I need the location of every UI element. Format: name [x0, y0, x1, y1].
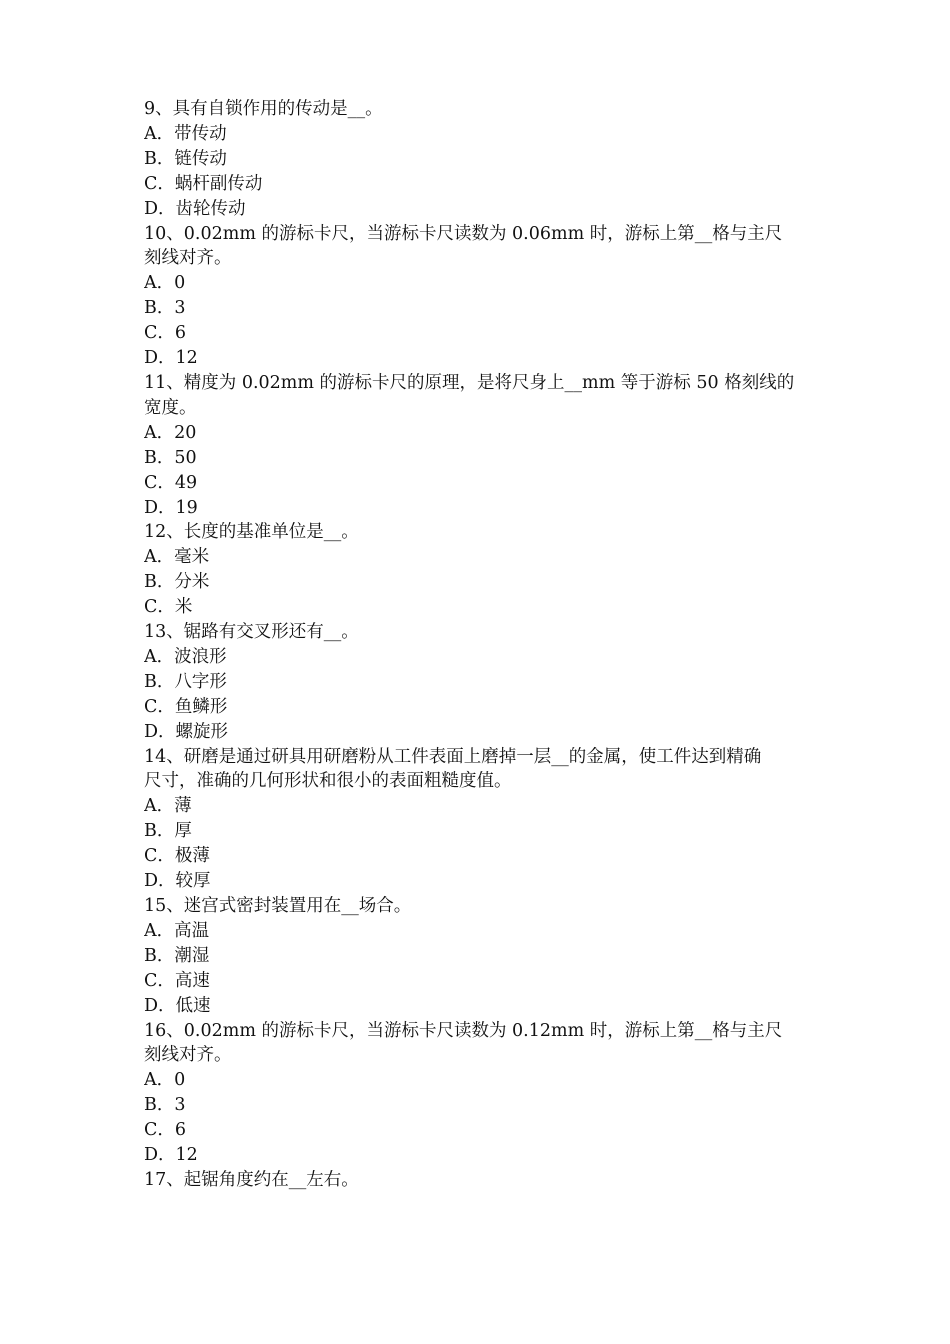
- option-b: B．厚: [144, 821, 192, 842]
- question-13: [144, 620, 810, 745]
- option-c: C．高速: [144, 970, 210, 991]
- option-b: B．50: [144, 447, 197, 468]
- option-b: B．潮湿: [144, 945, 210, 966]
- question-stem-continued: 尺寸，准确的几何形状和很小的表面粗糙度值。: [144, 771, 512, 792]
- option-d: D．12: [144, 1145, 198, 1166]
- option-c: C．鱼鳞形: [144, 696, 228, 717]
- option-b: B．3: [144, 1095, 186, 1116]
- option-a: A．带传动: [144, 123, 227, 144]
- option-d: D．齿轮传动: [144, 198, 246, 219]
- option-c: C．蜗杆副传动: [144, 173, 263, 194]
- question-stem-continued: 刻线对齐。: [144, 248, 232, 269]
- question-stem: 12、长度的基准单位是__。: [144, 522, 359, 543]
- option-c: C．米: [144, 597, 193, 618]
- question-stem-continued: 刻线对齐。: [144, 1045, 232, 1066]
- question-stem: 17、起锯角度约在__左右。: [144, 1169, 359, 1190]
- option-b: B．链传动: [144, 148, 227, 169]
- option-a: A．0: [144, 273, 186, 294]
- question-15: [144, 894, 810, 1019]
- option-a: A．毫米: [144, 547, 210, 568]
- question-14: [144, 745, 810, 894]
- option-a: A．薄: [144, 796, 192, 817]
- question-16: [144, 1019, 810, 1168]
- question-stem: 13、锯路有交叉形还有__。: [144, 622, 359, 643]
- question-stem: 9、具有自锁作用的传动是__。: [144, 99, 383, 119]
- question-stem: 16、0.02mm 的游标卡尺，当游标卡尺读数为 0.12mm 时，游标上第__格与主尺: [144, 1020, 783, 1041]
- option-a: A．0: [144, 1070, 186, 1091]
- option-a: A．20: [144, 422, 197, 443]
- option-a: A．波浪形: [144, 646, 227, 667]
- option-c: C．6: [144, 323, 187, 344]
- option-a: A．高温: [144, 920, 210, 941]
- option-c: C．6: [144, 1120, 187, 1141]
- question-10: [144, 222, 810, 371]
- option-d: D．较厚: [144, 871, 211, 892]
- question-stem: 10、0.02mm 的游标卡尺，当游标卡尺读数为 0.06mm 时，游标上第__格与主尺: [144, 223, 783, 244]
- option-d: D．19: [144, 497, 198, 518]
- question-9: [144, 97, 810, 222]
- document-body: [144, 97, 810, 1193]
- option-b: B．分米: [144, 572, 210, 593]
- question-stem: 15、迷宫式密封装置用在__场合。: [144, 896, 412, 916]
- option-b: B．八字形: [144, 671, 227, 692]
- option-d: D．螺旋形: [144, 721, 229, 742]
- option-b: B．3: [144, 298, 186, 319]
- question-stem-continued: 宽度。: [144, 397, 197, 418]
- question-stem: 14、研磨是通过研具用研磨粉从工件表面上磨掉一层__的金属，使工件达到精确: [144, 746, 762, 767]
- option-c: C．49: [144, 472, 198, 493]
- option-c: C．极薄: [144, 846, 210, 867]
- option-d: D．12: [144, 348, 198, 369]
- question-11: [144, 371, 810, 520]
- question-17: [144, 1168, 810, 1193]
- question-stem: 11、精度为 0.02mm 的游标卡尺的原理，是将尺身上__mm 等于游标 50 格刻线的: [144, 372, 795, 393]
- question-12: [144, 520, 810, 620]
- option-d: D．低速: [144, 995, 211, 1016]
